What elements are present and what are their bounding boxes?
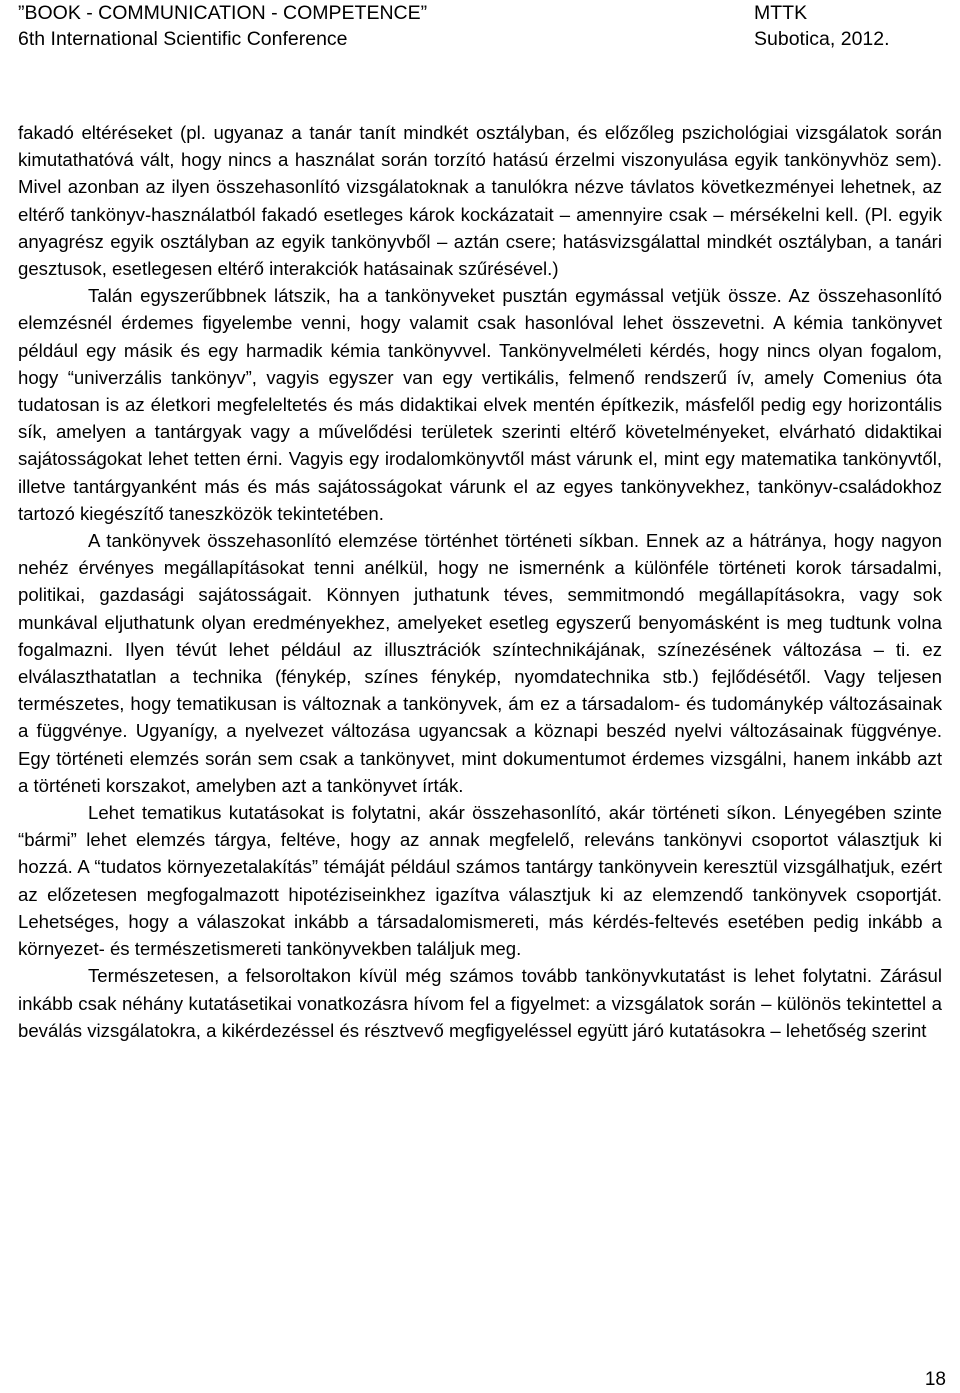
document-body xyxy=(18,119,942,1044)
header-row-2 xyxy=(18,26,942,52)
header-organizer: MTTK xyxy=(754,2,808,24)
header-row-1 xyxy=(18,0,942,26)
paragraph-3: A tankönyvek összehasonlító elemzése történhet történeti síkban. Ennek az a hátránya, hogy nagyon nehéz érvényes megállapításokat tenni anélkül, hogy ne ismernénk a különféle történeti korok társadalmi, politikai, gazdasági sajátosságait. Könnyen juthatunk téves, semmitmondó megállapításokra, vagy sok munkával eljuthatunk olyan eredményekhez, amelyeket esetleg egyszerű benyomásként is meg tudtunk volna fogalmazni. Ilyen tévút lehet például az illusztrációk színtechnikájának, színezésének változása – ti. ez elválaszthatatlan a technika (fénykép, színes fénykép, nyomdatechnika stb.) fejlődésétől. Vagy teljesen természetes, hogy tematikusan is változnak a tankönyvek, ám ez a társadalom- és tudománykép változásainak a függvénye. Ugyanígy, a nyelvezet változása ugyancsak a köznapi beszéd nyelvi változásainak függvénye. Egy történeti elemzés során sem csak a tankönyvet, mint dokumentumot érdemes vizsgálni, hanem inkább azt a történeti korszakot, amelyben azt a tankönyvet írták. xyxy=(18,530,942,796)
paragraph-5: Természetesen, a felsoroltakon kívül még számos tovább tankönyvkutatást is lehet folytatni. Zárásul inkább csak néhány kutatásetikai vonatkozásra hívom fel a figyelmet: a vizsgálatok során – különös tekintettel a beválás vizsgálatokra, a kikérdezéssel és résztvevő megfigyeléssel együtt járó kutatásokra – lehetőség szerint xyxy=(18,965,942,1041)
page-header xyxy=(18,0,942,56)
page-number: 18 xyxy=(924,1369,946,1390)
header-location-year: Subotica, 2012. xyxy=(754,28,890,50)
header-conference-book-title: ”BOOK - COMMUNICATION - COMPETENCE” xyxy=(18,2,428,24)
header-conference-name: 6th International Scientific Conference xyxy=(18,28,348,50)
paragraph-2: Talán egyszerűbbnek látszik, ha a tankönyveket pusztán egymással vetjük össze. Az összehasonlító elemzésnél érdemes figyelembe venni, hogy valamit csak hasonlóval lehet összevetni. A kémia tankönyvet például egy másik és egy harmadik kémia tankönyvvel. Tankönyvelméleti kérdés, hogy nincs olyan fogalom, hogy “univerzális tankönyv”, vagyis egyszer van egy vertikális, felmenő rendszerű ív, amely Comenius óta tudatosan is az életkori megfeleltetés és más didaktikai elvek mentén építkezik, másfelől pedig egy horizontális sík, amelyen a tantárgyak vagy a művelődési területek szerinti eltérő követelményeket, elvárható didaktikai sajátosságokat lehet tetten érni. Vagyis egy irodalomkönyvtől mást várunk el, mint egy matematika tankönyvtől, illetve tantárgyanként más és más sajátosságokat várunk el az egyes tankönyvekhez, tankönyv-családokhoz tartozó kiegészítő taneszközök tekintetében. xyxy=(18,285,942,524)
paragraph-4: Lehet tematikus kutatásokat is folytatni, akár összehasonlító, akár történeti síkon. Lényegében szinte “bármi” lehet elemzés tárgya, feltéve, hogy az annak megfelelő, releváns tankönyvi csoportot választjuk ki hozzá. A “tudatos környezetalakítás” témáját például számos tantárgy tankönyvein keresztül vizsgálhatjuk, ezért az előzetesen megfogalmazott hipotéziseinkhez igazítva választjuk ki az elemzendő tankönyvek csoportját. Lehetséges, hogy a válaszokat inkább a társadalomismereti, más kérdés-feltevés esetében pedig inkább a környezet- és természetismereti tankönyvekben találjuk meg. xyxy=(18,802,942,960)
paragraph-1: fakadó eltéréseket (pl. ugyanaz a tanár tanít mindkét osztályban, és előzőleg pszichológiai vizsgálatok során kimutathatóvá vált, hogy nincs a használat során torzító hatású érzelmi viszonyulása egyik tankönyvhöz sem). Mivel azonban az ilyen összehasonlító vizsgálatoknak a tanulókra nézve távlatos következményei lehetnek, az eltérő tankönyv-használatból fakadó esetleges károk kockázatait – amennyire csak – mérsékelni kell. (Pl. egyik anyagrész egyik osztályban az egyik tankönyvből – aztán csere; hatásvizsgálattal mindkét osztályban, a tanári gesztusok, esetlegesen eltérő interakciók hatásainak szűrésével.) xyxy=(18,122,942,280)
